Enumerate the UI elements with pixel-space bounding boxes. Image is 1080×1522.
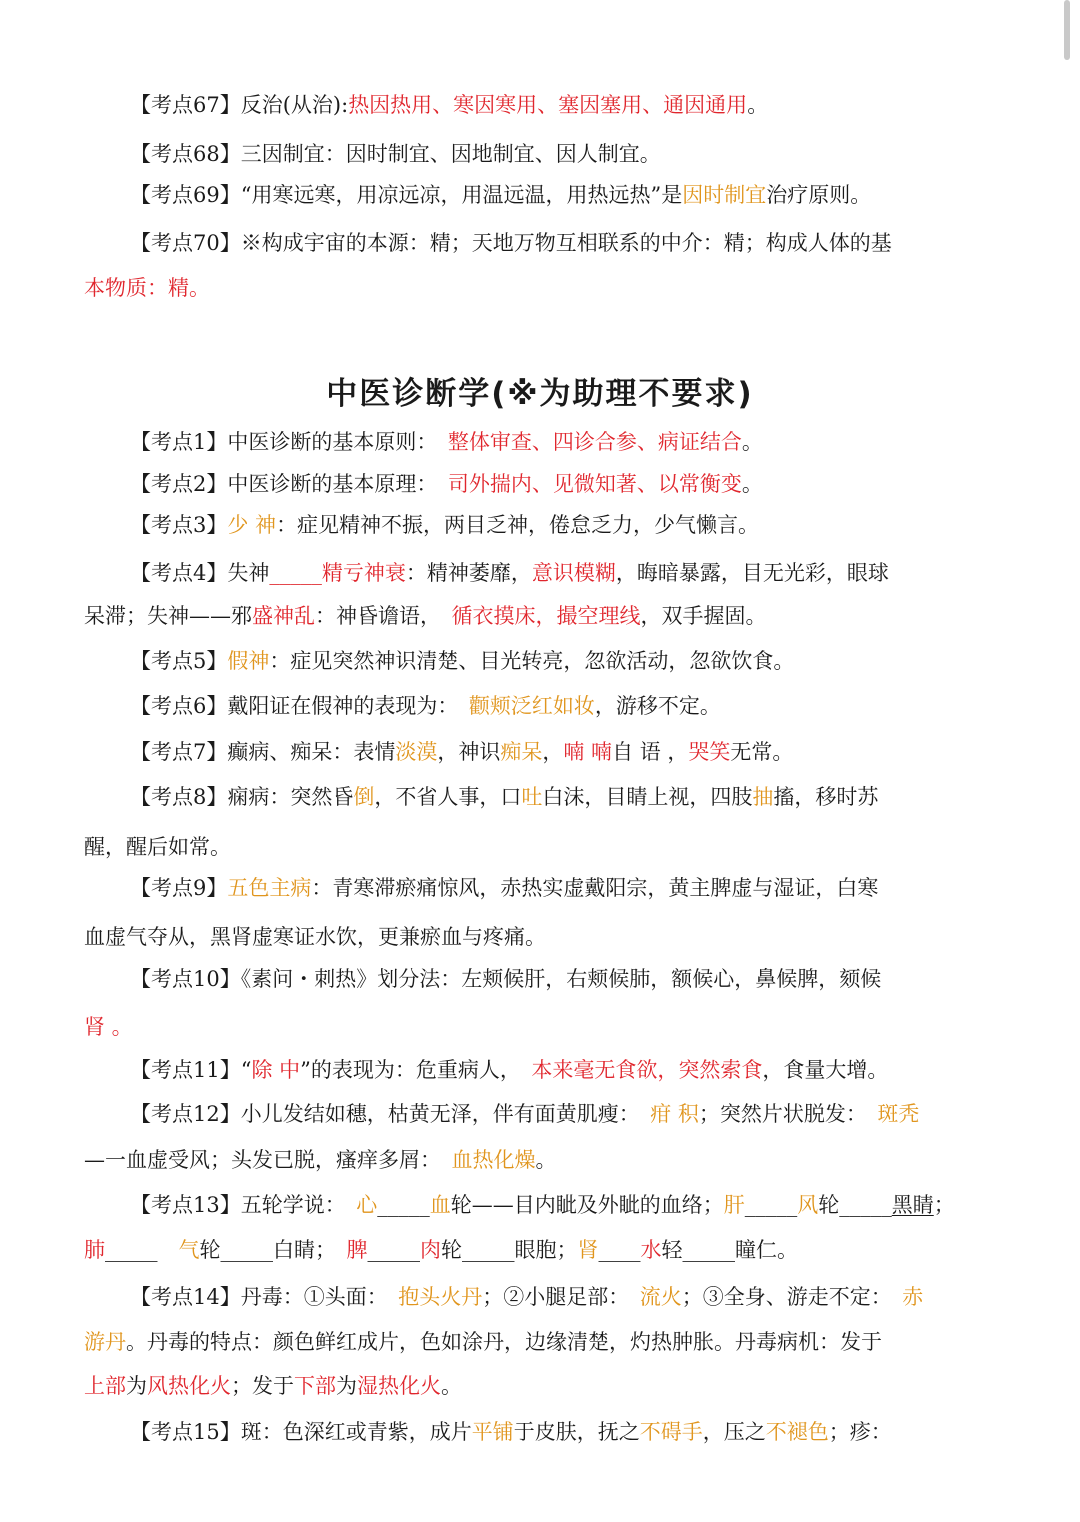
text-segment: 【考点12】小儿发结如穗，枯黄无泽，伴有面黄肌瘦： <box>130 1102 651 1126</box>
text-segment: ____ <box>598 1238 641 1262</box>
kaodian-2 <box>130 469 1010 499</box>
kaodian-6 <box>130 691 1010 721</box>
text-segment: 。 <box>741 472 763 496</box>
kaodian-8 <box>130 782 1010 812</box>
text-segment: 本物质：精。 <box>84 276 210 300</box>
text-segment: 【考点15】斑：色深红或青紫，成片 <box>130 1420 472 1444</box>
text-segment: 肾 。 <box>84 1015 133 1039</box>
text-segment: 【考点1】中医诊断的基本原则： <box>130 430 448 454</box>
text-segment: 【考点10】《素问・刺热》划分法：左颊候肝，右颊候肺，额候心，鼻候脾，颏候 <box>130 967 882 991</box>
text-segment: _____ <box>744 1193 798 1217</box>
text-segment: 肉 <box>420 1238 441 1262</box>
text-segment: 醒，醒后如常。 <box>84 835 231 859</box>
kaodian-1 <box>130 427 1010 457</box>
text-segment: 少 神 <box>227 513 277 537</box>
text-segment: ，游移不定。 <box>594 694 721 718</box>
text-segment: 上部 <box>84 1374 126 1398</box>
text-segment: 五色主病 <box>227 876 312 900</box>
kaodian-10-cont <box>84 1012 964 1042</box>
text-segment: 抱头火丹 <box>398 1285 483 1309</box>
text-segment: 肝 <box>723 1193 745 1217</box>
text-segment: 循衣摸床，撮空理线 <box>451 604 641 628</box>
text-segment: ：症见精神不振，两目乏神，倦怠乏力，少气懒言。 <box>276 513 760 537</box>
text-segment: ：精神萎靡， <box>405 561 532 585</box>
text-segment: ，不省人事，口 <box>374 785 522 809</box>
text-segment: 本来毫无食欲，突然索食 <box>531 1058 763 1082</box>
text-segment: 颧颊泛红如妆 <box>468 694 595 718</box>
text-segment: 假神 <box>227 649 270 673</box>
kaodian-68 <box>130 139 1010 169</box>
kaodian-70 <box>130 228 1010 258</box>
kaodian-3 <box>130 510 1010 540</box>
kaodian-12 <box>130 1099 1010 1129</box>
text-segment: 于皮肤，抚之 <box>513 1420 640 1444</box>
text-segment: 【考点68】三因制宜：因时制宜、因地制宜、因人制宜。 <box>130 142 661 166</box>
text-segment: 轮_____白睛； <box>199 1238 347 1262</box>
text-segment: _____ <box>367 1238 420 1262</box>
text-segment: ：青寒滞瘀痛惊风，赤热实虚戴阳宗，黄主脾虚与湿证，白寒 <box>311 876 879 900</box>
text-segment: 【考点69】“用寒远寒，用凉远凉，用温远温，用热远热”是 <box>130 183 683 207</box>
text-segment: 精亏神衰 <box>321 561 406 585</box>
section-title: 中医诊断学(※为助理不要求) <box>326 376 754 412</box>
text-segment: 整体审查、四诊合参、病证结合 <box>447 430 742 454</box>
text-segment: _____ <box>269 561 322 585</box>
text-segment: 风热化火 <box>147 1374 231 1398</box>
kaodian-4-cont <box>84 601 964 631</box>
text-segment: 【考点6】戴阳证在假神的表现为： <box>130 694 469 718</box>
kaodian-4 <box>130 558 1010 588</box>
text-segment: _____ <box>377 1193 430 1217</box>
text-segment: 治疗原则。 <box>766 183 872 207</box>
text-segment: 血虚气夺从，黑肾虚寒证水饮，更兼瘀血与疼痛。 <box>84 925 546 949</box>
text-segment: _____ <box>839 1193 892 1217</box>
text-segment: ；疹： <box>828 1420 892 1444</box>
text-segment: 轮_____眼胞； <box>441 1238 578 1262</box>
kaodian-70-cont <box>84 273 964 303</box>
text-segment: ；②小腿足部： <box>482 1285 640 1309</box>
kaodian-12-cont <box>84 1145 964 1175</box>
text-segment: 。 <box>741 430 763 454</box>
text-segment: —一血虚受风；头发已脱，瘙痒多屑： <box>84 1148 452 1172</box>
text-segment: ，神识 <box>437 740 501 764</box>
kaodian-5 <box>130 646 1010 676</box>
text-segment: 【考点3】 <box>130 513 228 537</box>
text-segment: 流火 <box>639 1285 682 1309</box>
text-segment: ”的表现为：危重病人， <box>300 1058 532 1082</box>
kaodian-9-cont <box>84 922 964 952</box>
text-segment: 痴呆 <box>500 740 543 764</box>
kaodian-14-cont2 <box>84 1371 964 1401</box>
text-segment: 呆滞；失神——邪 <box>84 604 252 628</box>
text-segment: 。丹毒的特点：颜色鲜红成片，色如涂丹，边缘清楚，灼热肿胀。丹毒病机：发于 <box>126 1330 882 1354</box>
text-segment: 斑秃 <box>877 1102 920 1126</box>
kaodian-67 <box>130 90 1010 120</box>
text-segment: ，食量大增。 <box>762 1058 889 1082</box>
kaodian-15 <box>130 1417 1010 1447</box>
text-segment: 盛神乱 <box>252 604 315 628</box>
text-segment: 因时制宜 <box>682 183 767 207</box>
text-segment: 热因热用、寒因寒用、塞因塞用、通因通用 <box>348 93 748 117</box>
text-segment: 为 <box>126 1374 147 1398</box>
text-segment: ；发于 <box>231 1374 294 1398</box>
text-segment: 吐 <box>521 785 543 809</box>
text-segment: 心 <box>356 1193 378 1217</box>
kaodian-69 <box>130 180 1010 210</box>
kaodian-14-cont <box>84 1327 964 1357</box>
text-segment: 肺 <box>84 1238 105 1262</box>
text-segment: ， <box>542 740 564 764</box>
text-segment: 抽 <box>752 785 774 809</box>
text-segment: 【考点4】失神 <box>130 561 270 585</box>
text-segment: 搐，移时苏 <box>773 785 879 809</box>
text-segment: 【考点11】“ <box>130 1058 252 1082</box>
text-segment: 水 <box>640 1238 662 1262</box>
text-segment: 肾 <box>577 1238 599 1262</box>
text-segment: 倒 <box>353 785 375 809</box>
text-segment: 轮 <box>818 1193 840 1217</box>
text-segment: 。 <box>747 93 769 117</box>
text-segment: 湿热化火 <box>357 1374 441 1398</box>
text-segment: 血热化燥 <box>451 1148 536 1172</box>
text-segment: 游丹 <box>84 1330 126 1354</box>
text-segment: 脾 <box>346 1238 368 1262</box>
text-segment: 轮——目内眦及外眦的血络； <box>450 1193 724 1217</box>
text-segment: ：症见突然神识清楚、目光转亮，忽欲活动，忽欲饮食。 <box>269 649 795 673</box>
text-segment: ；③全身、游走不定： <box>681 1285 903 1309</box>
text-segment: 【考点7】癫病、痴呆：表情 <box>130 740 396 764</box>
text-segment: 【考点9】 <box>130 876 228 900</box>
text-segment: 【考点14】丹毒：①头面： <box>130 1285 399 1309</box>
text-segment: _____ <box>105 1238 179 1262</box>
text-segment: 血 <box>429 1193 451 1217</box>
text-segment: 气 <box>178 1238 200 1262</box>
text-segment: 黑睛 <box>891 1193 934 1217</box>
text-segment: 为 <box>336 1374 357 1398</box>
text-segment: ；突然片状脱发： <box>698 1102 878 1126</box>
kaodian-11 <box>130 1055 1010 1085</box>
text-segment: ，双手握固。 <box>640 604 767 628</box>
kaodian-7 <box>130 737 1010 767</box>
kaodian-13 <box>130 1190 1010 1220</box>
text-segment: 除 中 <box>251 1058 301 1082</box>
text-segment: ； <box>933 1193 955 1217</box>
kaodian-13-cont <box>84 1235 964 1265</box>
text-segment: 白沫，目睛上视，四肢 <box>542 785 753 809</box>
text-segment: 【考点70】※构成宇宙的本源：精；天地万物互相联系的中介：精；构成人体的基 <box>130 231 892 255</box>
kaodian-9 <box>130 873 1010 903</box>
text-segment: 【考点67】反治(从治): <box>130 93 349 117</box>
kaodian-14 <box>130 1282 1010 1312</box>
text-segment: 哭笑 <box>688 740 731 764</box>
text-segment: 。 <box>535 1148 557 1172</box>
scrollbar[interactable] <box>1064 0 1070 60</box>
text-segment: 不褪色 <box>765 1420 829 1444</box>
text-segment: 喃 喃 <box>563 740 613 764</box>
text-segment: 意识模糊 <box>531 561 616 585</box>
text-segment: 不碍手 <box>639 1420 703 1444</box>
kaodian-10 <box>130 964 1010 994</box>
text-segment: 【考点8】痫病：突然昏 <box>130 785 354 809</box>
text-segment: 【考点13】五轮学说： <box>130 1193 357 1217</box>
text-segment: 。 <box>441 1374 462 1398</box>
text-segment: 平铺 <box>471 1420 514 1444</box>
text-segment: 风 <box>797 1193 819 1217</box>
kaodian-8-cont <box>84 832 964 862</box>
text-segment: ：神昏谵语， <box>315 604 452 628</box>
text-segment: 下部 <box>294 1374 336 1398</box>
text-segment: 司外揣内、见微知著、以常衡变 <box>447 472 742 496</box>
text-segment: 疳 积 <box>650 1102 699 1126</box>
text-segment: 赤 <box>902 1285 924 1309</box>
text-segment: 轻_____瞳仁。 <box>661 1238 798 1262</box>
text-segment: 淡漠 <box>395 740 438 764</box>
text-segment: ，晦暗暴露，目无光彩，眼球 <box>615 561 889 585</box>
text-segment: ，压之 <box>702 1420 766 1444</box>
text-segment: 无常。 <box>730 740 794 764</box>
text-segment: 【考点5】 <box>130 649 228 673</box>
text-segment: 【考点2】中医诊断的基本原理： <box>130 472 448 496</box>
text-segment: 自 语 ， <box>612 740 689 764</box>
